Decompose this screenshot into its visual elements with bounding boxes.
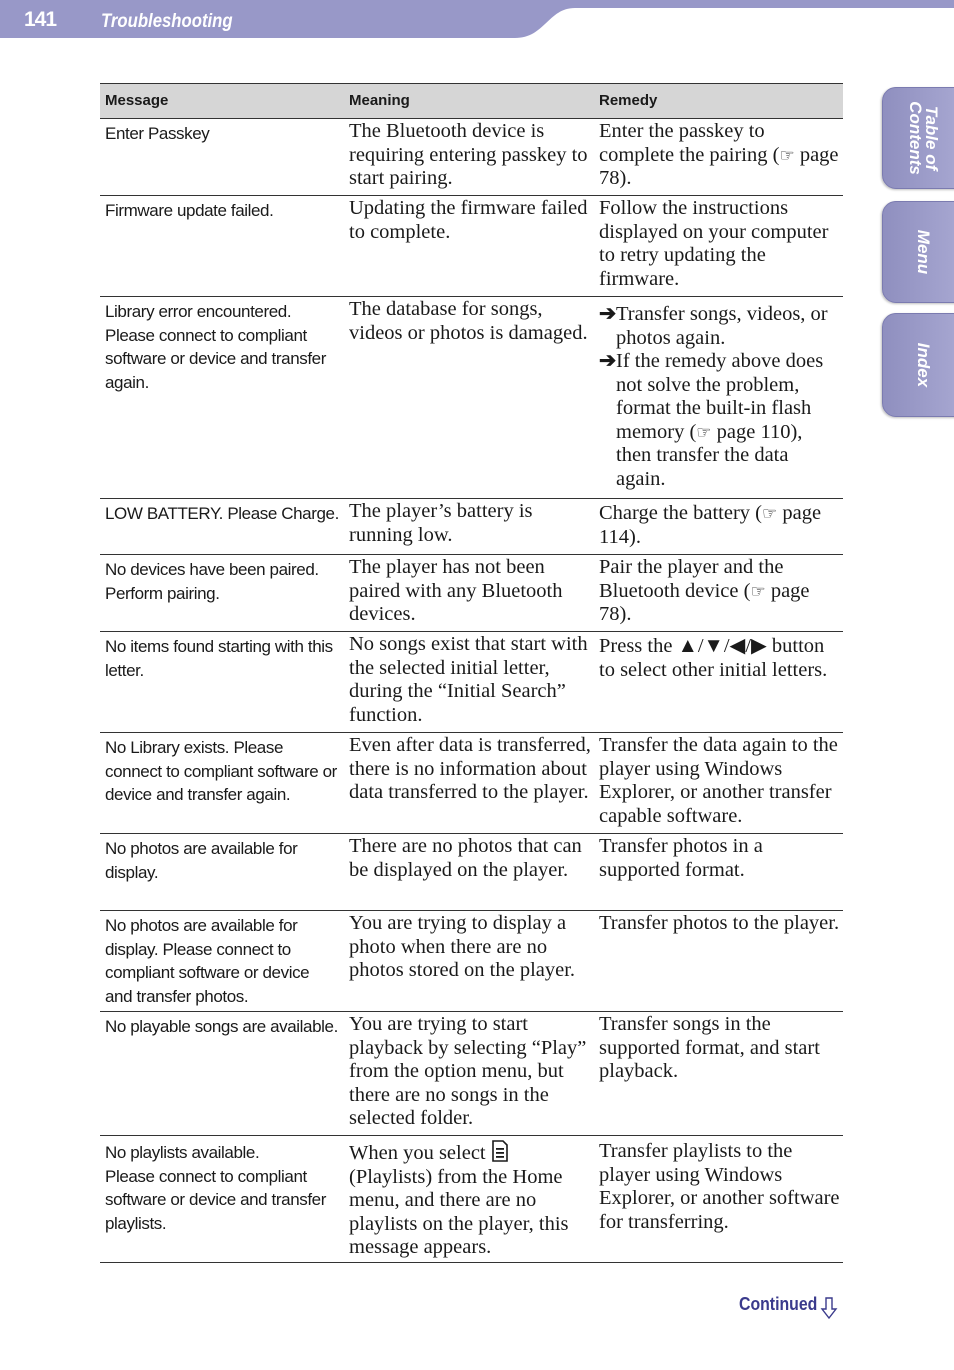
- message-cell: No items found starting with this letter.: [105, 637, 333, 680]
- list-item: [599, 303, 841, 350]
- message-cell: No playable songs are available.: [105, 1017, 338, 1036]
- page-reference-icon: ☞: [762, 504, 778, 523]
- meaning-cell: Even after data is transferred, there is no information about data transferred to the player.: [349, 734, 591, 803]
- remedy-cell: Transfer the data again to the player using Windows Explorer, or another transfer capable software.: [599, 734, 838, 827]
- remedy-text: page 78).: [599, 143, 839, 189]
- page-reference-icon: ☞: [750, 581, 766, 601]
- message-cell: No Library exists. Please connect to compliant software or device and transfer again.: [105, 738, 337, 804]
- meaning-cell: The player’s battery is running low.: [349, 500, 533, 546]
- message-cell: No photos are available for display.: [105, 839, 298, 882]
- message-cell: Library error encountered. Please connect to compliant software or device and transfer again.: [105, 302, 326, 392]
- remedy-cell: [594, 555, 843, 631]
- tab-menu[interactable]: [882, 201, 954, 303]
- arrow-icon: ➔: [599, 303, 617, 325]
- table-row: [100, 119, 843, 196]
- table-row: [100, 911, 843, 1012]
- meaning-text: When you select: [349, 1142, 491, 1164]
- tab-index[interactable]: [882, 313, 954, 417]
- remedy-cell: Follow the instructions displayed on your computer to retry updating the firmware.: [599, 197, 829, 290]
- message-cell: [100, 1136, 344, 1262]
- meaning-text: (Playlists) from the Home menu, and there are no playlists on the player, this message appears.: [349, 1165, 569, 1258]
- remedy-text: If the remedy above does not solve the problem, format the built-in flash memory (: [616, 350, 824, 443]
- table-header-row: [100, 84, 843, 119]
- message-cell: No devices have been paired. Perform pairing.: [105, 560, 319, 603]
- tab-label-index: Index: [914, 342, 933, 388]
- table-row: [100, 499, 843, 555]
- arrow-icon: ➔: [599, 350, 617, 372]
- remedy-cell: Transfer photos to the player.: [599, 912, 840, 934]
- meaning-cell: The player has not been paired with any Bluetooth devices.: [349, 556, 563, 625]
- remedy-cell: Transfer songs in the supported format, and start playback.: [599, 1013, 820, 1082]
- column-header-meaning: Meaning: [349, 92, 410, 109]
- remedy-cell: [594, 119, 843, 195]
- table-row: [100, 1136, 843, 1263]
- meaning-cell: No songs exist that start with the selected initial letter, during the “Initial Search” function.: [349, 633, 588, 726]
- page-number: 141: [24, 8, 57, 31]
- continued-link[interactable]: Continued: [739, 1294, 818, 1314]
- column-header-message: Message: [105, 92, 169, 109]
- remedy-text: page 114).: [599, 502, 822, 548]
- page-reference-icon: ☞: [696, 422, 712, 442]
- message-cell: No photos are available for display. Please connect to compliant software or device and transfer photos.: [105, 916, 310, 1006]
- remedy-cell: Transfer playlists to the player using Windows Explorer, or another software for transferring.: [599, 1140, 840, 1233]
- troubleshooting-table: [100, 83, 843, 1263]
- remedy-text: Enter the passkey to complete the pairing (: [599, 120, 780, 166]
- list-item: [599, 350, 841, 491]
- playlist-icon: [491, 1140, 509, 1162]
- tab-table-of-contents[interactable]: [882, 87, 954, 189]
- header-banner: [0, 0, 954, 40]
- meaning-cell: The database for songs, videos or photos is damaged.: [349, 298, 588, 344]
- remedy-cell: Transfer photos in a supported format.: [599, 835, 763, 881]
- remedy-cell: [594, 297, 843, 498]
- section-title: Troubleshooting: [101, 11, 233, 32]
- message-line: Please connect to compliant software or device and transfer playlists.: [105, 1166, 326, 1233]
- meaning-cell: There are no photos that can be displayed on the player.: [349, 835, 582, 881]
- remedy-text: Transfer songs, videos, or photos again.: [616, 303, 828, 349]
- down-arrow-icon: [820, 1297, 838, 1319]
- meaning-cell: The Bluetooth device is requiring entering passkey to start pairing.: [349, 120, 588, 189]
- tab-label-menu: Menu: [913, 229, 933, 275]
- table-row: [100, 834, 843, 911]
- table-row: [100, 297, 843, 499]
- message-cell: Firmware update failed.: [105, 201, 274, 220]
- message-cell: Enter Passkey: [105, 124, 210, 143]
- table-row: [100, 196, 843, 297]
- remedy-text: page 110), then transfer the data again.: [616, 420, 803, 490]
- meaning-cell: [344, 1136, 594, 1262]
- tab-label-toc: Table of Contents: [905, 101, 941, 175]
- remedy-cell: [594, 499, 843, 554]
- page-reference-icon: ☞: [779, 145, 795, 165]
- remedy-text: Pair the player and the Bluetooth device (: [599, 556, 784, 602]
- table-row: [100, 1012, 843, 1136]
- table-row: [100, 555, 843, 632]
- meaning-cell: Updating the firmware failed to complete.: [349, 197, 588, 243]
- column-header-remedy: Remedy: [599, 92, 658, 109]
- meaning-cell: You are trying to start playback by selecting “Play” from the option menu, but there are no songs in the selected folder.: [349, 1013, 587, 1129]
- remedy-text: Charge the battery (: [599, 502, 762, 524]
- meaning-cell: You are trying to display a photo when there are no photos stored on the player.: [349, 912, 576, 981]
- remedy-text: page 78).: [599, 579, 810, 625]
- table-row: [100, 632, 843, 733]
- table-row: [100, 733, 843, 834]
- message-cell: LOW BATTERY. Please Charge.: [105, 504, 339, 523]
- remedy-cell: Press the ▲/▼/◀/▶ button to select other initial letters.: [599, 635, 828, 681]
- message-line: No playlists available.: [105, 1143, 260, 1162]
